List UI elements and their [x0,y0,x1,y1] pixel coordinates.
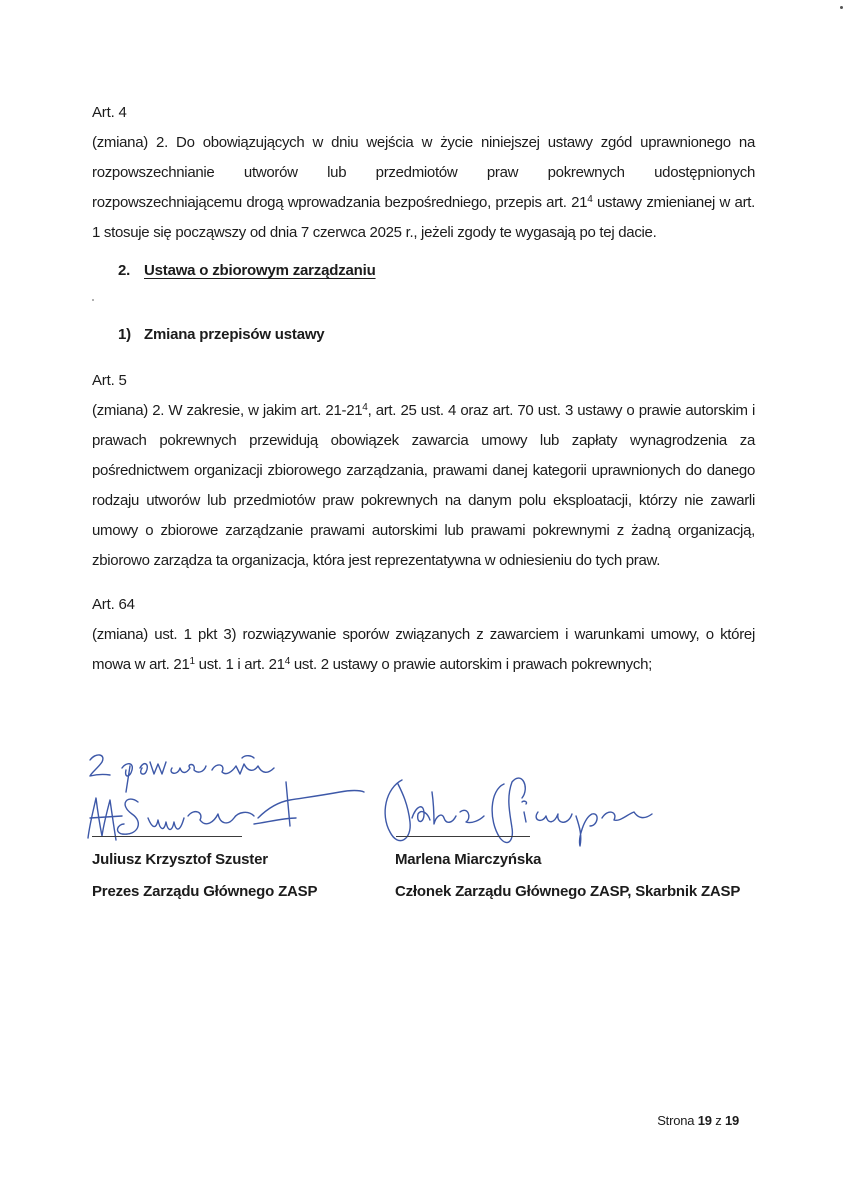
footer-separator: z [715,1113,722,1128]
subsection-1-number: 1) [118,326,131,343]
signature-left [78,778,368,848]
art-4-text-part-2: ustawy zmienianej w art. 1 stosuje się począwszy od dnia 7 czerwca 2025 r., jeżeli zgody te wygasają po tej dacie. [92,194,755,241]
art-5-heading: Art. 5 [92,372,127,389]
art-4-paragraph [92,128,755,248]
signature-line-left [92,836,242,837]
art-64-text-part-2: ust. 1 i art. 21 [194,656,285,673]
signer-right-role: Członek Zarządu Głównego ZASP, Skarbnik ZASP [395,883,741,900]
subsection-1-title: Zmiana przepisów ustawy [144,326,325,343]
section-2-heading [118,262,376,279]
footer-current-page: 19 [697,1113,712,1128]
art-4-heading: Art. 4 [92,104,127,121]
art-64-superscript-1: 1 [189,656,195,667]
section-2-title: Ustawa o zbiorowym zarządzaniu [144,262,376,279]
art-4-superscript: 4 [587,194,593,205]
art-64-text-part-1: (zmiana) ust. 1 pkt 3) rozwiązywanie sporów związanych z zawarciem i warunkami umowy, o której mowa w art. 21 [92,626,755,673]
signer-left-name: Juliusz Krzysztof Szuster [92,851,268,868]
scan-speck [92,299,94,301]
signer-left-role: Prezes Zarządu Głównego ZASP [92,883,318,900]
signer-right-name: Marlena Miarczyńska [395,851,542,868]
art-5-superscript: 4 [362,402,368,413]
scan-speck [840,6,843,9]
section-2-number: 2. [118,262,131,279]
art-64-heading: Art. 64 [92,596,135,613]
art-4-text-part-1: (zmiana) 2. Do obowiązujących w dniu wejścia w życie niniejszej ustawy zgód uprawnionego na rozpowszechnianie utworów lub przedmiotów praw pokrewnych udostępnionych rozpowszechniającemu drogą wprowadzania bezpośredniego, przepis art. 21 [92,134,755,211]
signature-line-right [396,836,530,837]
art-64-text-part-3: ust. 2 ustawy o prawie autorskim i prawach pokrewnych; [290,656,652,673]
art-5-text-part-2: , art. 25 ust. 4 oraz art. 70 ust. 3 ustawy o prawie autorskim i prawach pokrewnych przewidują obowiązek zawarcia umowy lub zapłaty wynagrodzenia za pośrednictwem organizacji zbiorowego zarządzania, prawami danej kategorii uprawnionych do danego rodzaju utworów lub przedmiotów praw pokrewnych na danym polu eksploatacji, którzy nie zawarli umowy o zbiorowe zarządzanie prawami autorskimi lub prawami pokrewnymi z żadną organizacją, zbiorowo zarządza ta organizacja, która jest reprezentatywna w odniesieniu do tych praw. [92,402,755,569]
art-5-text-part-1: (zmiana) 2. W zakresie, w jakim art. 21-21 [92,402,363,419]
art-64-paragraph [92,620,755,680]
subsection-1-heading [118,326,324,343]
art-5-paragraph [92,396,755,576]
footer-total-pages: 19 [724,1113,739,1128]
page-footer [657,1113,739,1128]
art-64-superscript-2: 4 [284,656,290,667]
footer-label: Strona [657,1113,695,1128]
